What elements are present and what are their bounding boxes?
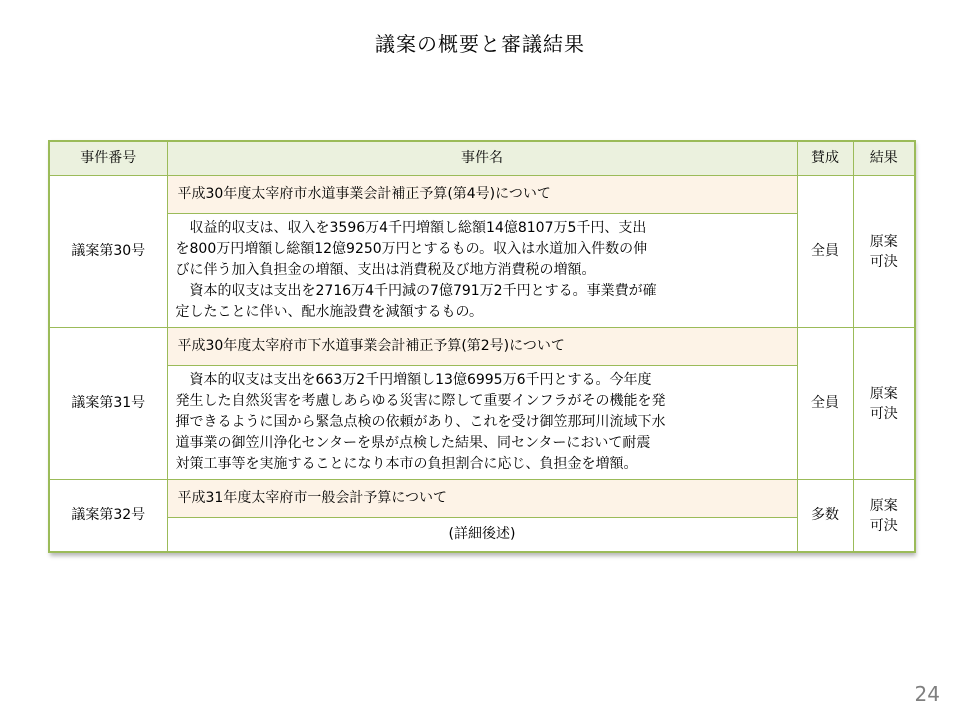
result-line: 原案 xyxy=(869,497,898,514)
bill-number: 議案第30号 xyxy=(49,176,167,328)
result-line: 原案 xyxy=(869,233,898,250)
header-name: 事件名 xyxy=(167,141,797,176)
result-line: 可決 xyxy=(869,253,898,270)
result-line: 可決 xyxy=(869,405,898,422)
description-line: 対策工事等を実施することになり本市の負担割合に応じ、負担金を増額。 xyxy=(175,456,638,472)
vote-cell: 全員 xyxy=(797,328,853,480)
header-result: 結果 xyxy=(853,141,915,176)
table-row xyxy=(49,214,915,328)
page-title: 議案の概要と審議結果 xyxy=(375,32,585,56)
result-cell xyxy=(853,176,915,328)
detail-note: (詳細後述) xyxy=(167,518,797,553)
result-line: 可決 xyxy=(869,517,898,534)
description-line: びに伴う加入負担金の増額、支出は消費税及び地方消費税の増額。 xyxy=(175,262,596,278)
description-line: 収益的収支は、収入を3596万4千円増額し総額14億8107万5千円、支出 xyxy=(175,220,647,236)
description-line: を800万円増額し総額12億9250万円とするもの。収入は水道加入件数の伸 xyxy=(175,241,648,257)
vote-cell: 全員 xyxy=(797,176,853,328)
bill-description xyxy=(167,366,797,480)
bill-number: 議案第31号 xyxy=(49,328,167,480)
table-row xyxy=(49,176,915,214)
bill-name: 平成30年度太宰府市下水道事業会計補正予算(第2号)について xyxy=(167,328,797,366)
table-row xyxy=(49,518,915,553)
bill-summary-table xyxy=(48,140,916,553)
result-line: 原案 xyxy=(869,385,898,402)
header-id: 事件番号 xyxy=(49,141,167,176)
header-vote: 賛成 xyxy=(797,141,853,176)
description-line: 発生した自然災害を考慮しあらゆる災害に際して重要インフラがその機能を発 xyxy=(175,393,666,409)
description-line: 資本的収支は支出を2716万4千円減の7億791万2千円とする。事業費が確 xyxy=(175,283,657,299)
bill-summary-table-container xyxy=(48,140,914,553)
result-cell xyxy=(853,328,915,480)
bill-description xyxy=(167,214,797,328)
table-row xyxy=(49,328,915,366)
bill-name: 平成30年度太宰府市水道事業会計補正予算(第4号)について xyxy=(167,176,797,214)
table-header-row xyxy=(49,141,915,176)
result-cell xyxy=(853,480,915,553)
description-line: 揮できるように国から緊急点検の依頼があり、これを受け御笠那珂川流域下水 xyxy=(175,414,666,430)
description-line: 資本的収支は支出を663万2千円増額し13億6995万6千円とする。今年度 xyxy=(175,372,652,388)
table-row xyxy=(49,480,915,518)
description-line: 道事業の御笠川浄化センターを県が点検した結果、同センターにおいて耐震 xyxy=(175,435,651,451)
description-line: 定したことに伴い、配水施設費を減額するもの。 xyxy=(175,304,483,320)
vote-cell: 多数 xyxy=(797,480,853,553)
table-row xyxy=(49,366,915,480)
bill-name: 平成31年度太宰府市一般会計予算について xyxy=(167,480,797,518)
bill-number: 議案第32号 xyxy=(49,480,167,553)
page-number: 24 xyxy=(914,682,940,706)
